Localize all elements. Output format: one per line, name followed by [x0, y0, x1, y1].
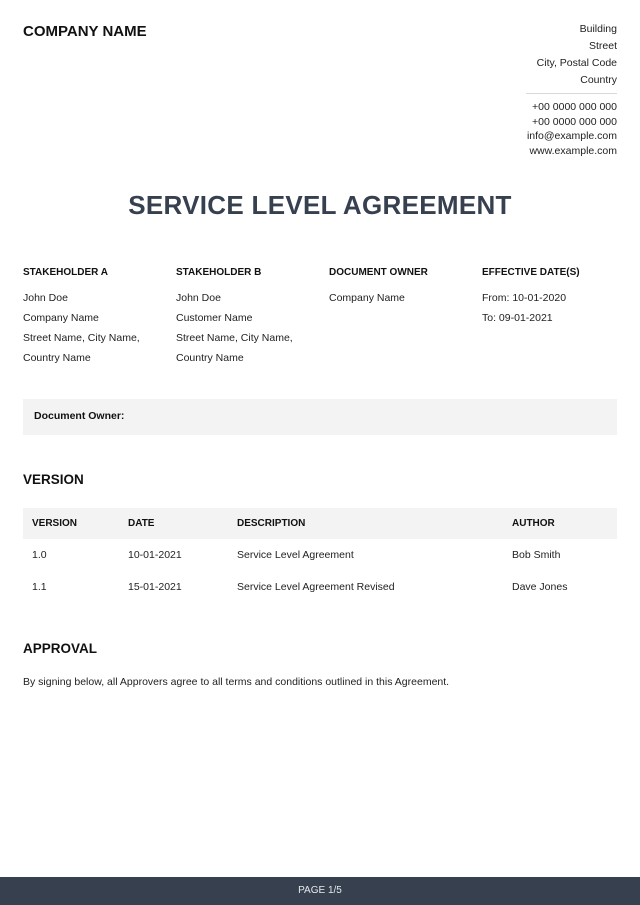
- phone-line: +00 0000 000 000: [532, 101, 617, 113]
- table-cell: 10-01-2021: [128, 549, 182, 561]
- table-row: [23, 539, 617, 571]
- stakeholder-line: John Doe: [23, 292, 68, 304]
- document-title: SERVICE LEVEL AGREEMENT: [128, 190, 512, 220]
- column-header: DESCRIPTION: [237, 518, 306, 529]
- document-owner-column: [329, 266, 479, 308]
- stakeholder-line: Customer Name: [176, 312, 253, 324]
- company-contact: [527, 100, 617, 158]
- company-name: COMPANY NAME: [23, 23, 147, 40]
- document-owner-label: Document Owner:: [34, 410, 125, 422]
- header-divider: [526, 93, 617, 94]
- effective-from: From: 10-01-2020: [482, 292, 567, 304]
- column-header: VERSION: [32, 518, 78, 529]
- table-cell: 1.0: [32, 549, 47, 561]
- company-address: [537, 21, 617, 89]
- stakeholder-line: Company Name: [329, 292, 405, 304]
- effective-to: To: 09-01-2021: [482, 312, 553, 324]
- phone-line: +00 0000 000 000: [532, 115, 617, 128]
- address-line: Building: [579, 23, 617, 35]
- address-line: City, Postal Code: [536, 57, 617, 69]
- approval-section-title: APPROVAL: [23, 641, 98, 656]
- document-owner-box: [23, 399, 617, 435]
- stakeholder-line: Country Name: [176, 352, 244, 364]
- address-line: Country: [580, 74, 617, 86]
- table-cell: 15-01-2021: [128, 581, 182, 593]
- table-cell: Dave Jones: [512, 581, 568, 593]
- stakeholder-heading: DOCUMENT OWNER: [329, 267, 428, 278]
- email-line: info@example.com: [526, 130, 617, 142]
- stakeholder-heading: EFFECTIVE DATE(S): [482, 267, 580, 278]
- version-section-title: VERSION: [23, 472, 84, 487]
- version-table: [23, 508, 617, 603]
- stakeholder-line: Street Name, City Name,: [23, 332, 140, 344]
- page-footer: [0, 877, 640, 905]
- column-header: AUTHOR: [512, 518, 555, 529]
- address-line: Street: [588, 40, 617, 52]
- table-header-row: [23, 508, 617, 539]
- table-cell: Service Level Agreement: [237, 549, 354, 561]
- website-line: www.example.com: [529, 144, 617, 157]
- stakeholder-line: John Doe: [176, 292, 221, 304]
- stakeholder-line: Company Name: [23, 312, 99, 324]
- table-row: [23, 571, 617, 603]
- approval-text: By signing below, all Approvers agree to all terms and conditions outlined in this Agreement.: [23, 676, 450, 688]
- stakeholder-heading: STAKEHOLDER A: [23, 267, 108, 278]
- stakeholder-line: Street Name, City Name,: [176, 332, 293, 344]
- stakeholder-line: Country Name: [23, 352, 91, 364]
- table-cell: Service Level Agreement Revised: [237, 581, 395, 593]
- column-header: DATE: [128, 518, 155, 529]
- stakeholder-heading: STAKEHOLDER B: [176, 267, 262, 278]
- table-cell: 1.1: [32, 581, 47, 593]
- effective-dates-column: [482, 266, 632, 328]
- stakeholder-a-column: [23, 266, 173, 368]
- page-number: PAGE 1/5: [298, 885, 342, 896]
- table-cell: Bob Smith: [512, 549, 561, 561]
- stakeholder-b-column: [176, 266, 326, 368]
